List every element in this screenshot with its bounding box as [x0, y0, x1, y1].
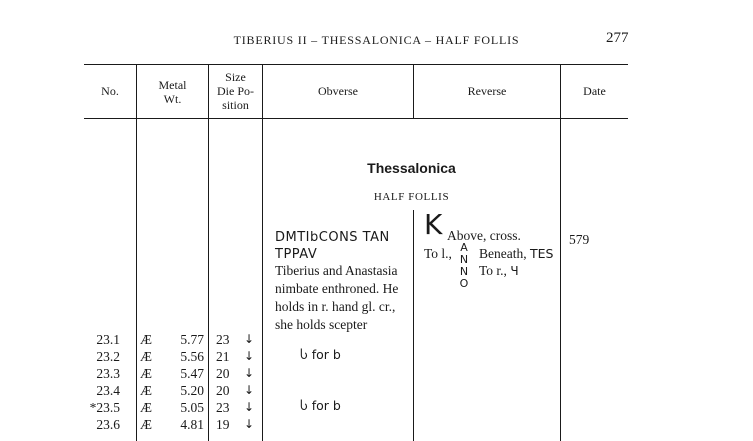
- row-2-obverse-note: Ⴑ for b: [300, 347, 341, 362]
- column-header-no: No.: [101, 84, 119, 98]
- row-5-size: 23: [216, 400, 230, 415]
- row-1-size: 23: [216, 332, 230, 347]
- column-header-date: Date: [583, 84, 606, 98]
- row-6-size: 19: [216, 417, 230, 432]
- reverse-beneath: [479, 245, 553, 263]
- row-3-metal: Æ: [140, 366, 153, 381]
- row-4-die-axis-icon: ↓: [244, 383, 255, 397]
- row-5-number: *23.5: [89, 400, 120, 415]
- obverse-description-line2: nimbate enthroned. He: [275, 281, 399, 296]
- row-5-die-axis-icon: ↓: [244, 400, 255, 414]
- row-2-die-axis-icon: ↓: [244, 349, 255, 363]
- mint-heading: Thessalonica: [367, 160, 456, 176]
- reverse-anno-n1: N: [459, 253, 469, 266]
- row-1-number: 23.1: [96, 332, 120, 347]
- row-1-weight: 5.77: [180, 332, 204, 347]
- row-4-size: 20: [216, 383, 230, 398]
- reverse-anno-o: O: [459, 277, 469, 290]
- row-4-weight: 5.20: [180, 383, 204, 398]
- column-divider-no: [136, 64, 137, 441]
- obverse-description-line1: Tiberius and Anastasia: [275, 263, 398, 278]
- row-2-metal: Æ: [140, 349, 153, 364]
- column-header-size: [209, 70, 262, 112]
- reverse-right-value: Ч: [510, 264, 519, 278]
- row-2-weight: 5.56: [180, 349, 204, 364]
- table-header-rule: [84, 118, 628, 119]
- row-6-die-axis-icon: ↓: [244, 417, 255, 431]
- row-6-number: 23.6: [96, 417, 120, 432]
- column-divider-obverse: [413, 210, 414, 441]
- column-header-metal-line2: Wt.: [163, 92, 182, 106]
- obverse-description-line4: she holds scepter: [275, 317, 368, 332]
- reverse-beneath-label: Beneath,: [479, 246, 527, 261]
- reverse-above: Above, cross.: [447, 228, 521, 243]
- column-header-size-line2: Die Po-: [217, 84, 254, 98]
- row-2-size: 21: [216, 349, 230, 364]
- column-header-reverse: Reverse: [467, 84, 507, 98]
- column-divider-reverse: [560, 64, 561, 441]
- column-header-size-line3: sition: [222, 98, 249, 112]
- table-top-rule: [84, 64, 628, 65]
- obverse-description-line3: holds in r. hand gl. cr.,: [275, 299, 396, 314]
- reverse-beneath-value: TES: [529, 246, 554, 261]
- column-divider-size: [262, 64, 263, 441]
- row-3-size: 20: [216, 366, 230, 381]
- row-5-metal: Æ: [140, 400, 153, 415]
- row-6-metal: Æ: [140, 417, 153, 432]
- denomination-heading: HALF FOLLIS: [373, 191, 450, 203]
- column-divider-metal: [208, 64, 209, 441]
- reverse-right: [479, 262, 519, 280]
- reverse-right-label: To r.,: [479, 263, 507, 278]
- row-3-die-axis-icon: ↓: [244, 366, 255, 380]
- row-4-metal: Æ: [140, 383, 153, 398]
- row-2-number: 23.2: [96, 349, 120, 364]
- reverse-anno-a: A: [460, 241, 468, 254]
- row-5-weight: 5.05: [180, 400, 204, 415]
- row-1-metal: Æ: [140, 332, 153, 347]
- row-4-number: 23.4: [96, 383, 120, 398]
- page-number: 277: [606, 30, 629, 46]
- running-title: TIBERIUS II – THESSALONICA – HALF FOLLIS: [233, 33, 520, 47]
- reverse-anno: [459, 242, 469, 290]
- column-header-metal-line1: Metal: [158, 78, 187, 92]
- reverse-left-label: To l.,: [424, 246, 452, 261]
- date-value: 579: [569, 232, 590, 247]
- obverse-description: [275, 262, 398, 334]
- column-header-size-line1: Size: [225, 70, 246, 84]
- obverse-legend-line1: DMTIbCONS TAN: [275, 230, 390, 245]
- obverse-legend-line2: TPPAV: [275, 247, 318, 262]
- row-1-die-axis-icon: ↓: [244, 332, 255, 346]
- reverse-anno-n2: N: [459, 265, 469, 278]
- row-5-obverse-note: Ⴑ for b: [300, 398, 341, 413]
- row-3-number: 23.3: [96, 366, 120, 381]
- reverse-officina-mark: K: [424, 208, 443, 241]
- column-header-metal: [137, 78, 208, 106]
- row-3-weight: 5.47: [180, 366, 204, 381]
- column-header-obverse: Obverse: [318, 84, 358, 98]
- row-6-weight: 4.81: [180, 417, 204, 432]
